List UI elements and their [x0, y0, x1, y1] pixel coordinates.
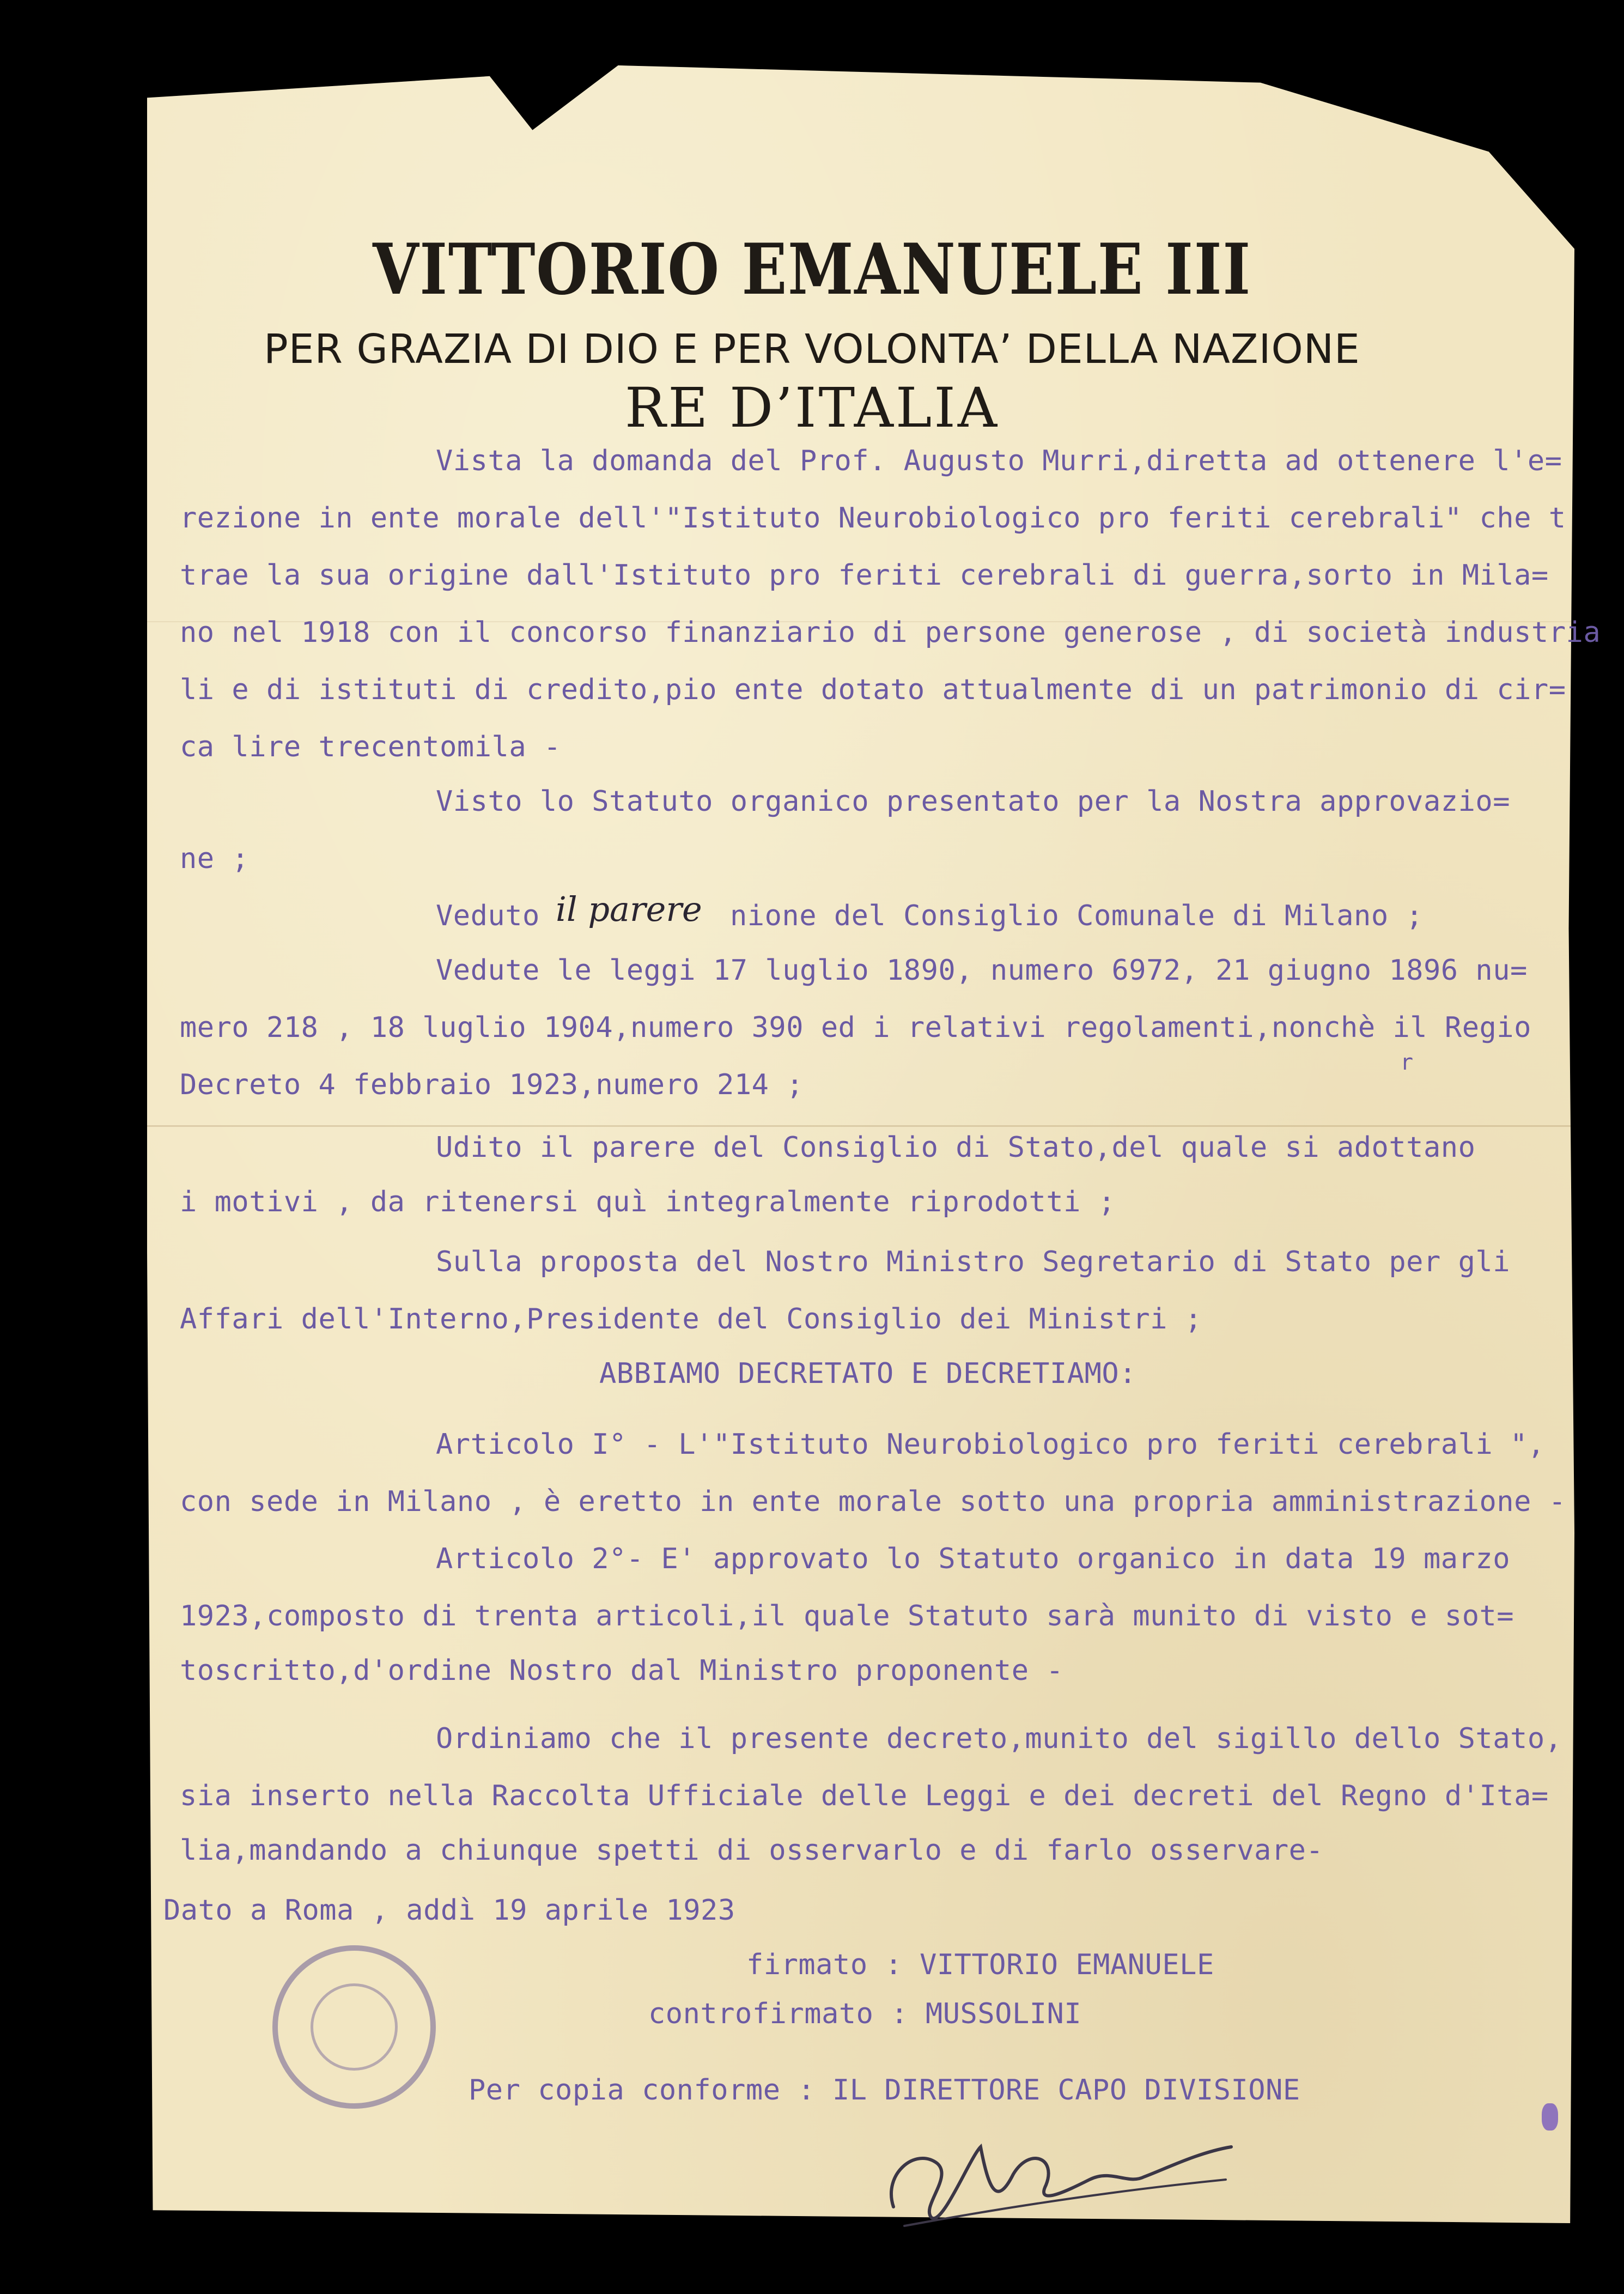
text-line: sia inserto nella Raccolta Ufficiale delle Leggi e dei decreti del Regno d'Ita=	[180, 1780, 1549, 1812]
text-line: Affari dell'Interno,Presidente del Consiglio dei Ministri ;	[180, 1303, 1202, 1336]
text-line: Ordiniamo che il presente decreto,munito del sigillo dello Stato,	[436, 1722, 1562, 1755]
text-line: ne ;	[180, 842, 250, 875]
text-line: Decreto 4 febbraio 1923,numero 214 ;	[180, 1069, 804, 1101]
signature-line: firmato : VITTORIO EMANUELE	[746, 1949, 1214, 1981]
handwritten-signature	[872, 2125, 1253, 2234]
decree-grace-line: PER GRAZIA DI DIO E PER VOLONTA’ DELLA NAZIONE	[264, 326, 1360, 373]
certification-line: Per copia conforme : IL DIRETTORE CAPO DIVISIONE	[469, 2074, 1300, 2107]
text-line: toscritto,d'ordine Nostro dal Ministro proponente -	[180, 1654, 1064, 1687]
text-line: ca lire trecentomila -	[180, 731, 561, 763]
countersignature-line: controfirmato : MUSSOLINI	[648, 1998, 1082, 2030]
text-line: 1923,composto di trenta articoli,il quale Statuto sarà munito di visto e sot=	[180, 1600, 1514, 1632]
text-line: li e di istituti di credito,pio ente dotato attualmente di un patrimonio di cir=	[180, 673, 1566, 706]
ink-mark	[1542, 2103, 1558, 2131]
handwritten-insert: il parere	[556, 889, 702, 929]
text-line: Veduto	[436, 900, 540, 932]
text-line: trae la sua origine dall'Istituto pro feriti cerebrali di guerra,sorto in Mila=	[180, 559, 1549, 592]
text-line: no nel 1918 con il concorso finanziario di persone generose , di società industria	[180, 616, 1601, 649]
text-line: Udito il parere del Consiglio di Stato,del quale si adottano	[436, 1131, 1476, 1164]
text-line: Articolo 2°- E' approvato lo Statuto organico in data 19 marzo	[436, 1543, 1511, 1575]
text-line: lia,mandando a chiunque spetti di osservarlo e di farlo osservare-	[180, 1834, 1324, 1867]
text-line: con sede in Milano , è eretto in ente morale sotto una propria amministrazione -	[180, 1485, 1566, 1518]
fold-crease	[147, 1125, 1574, 1127]
text-line: Vedute le leggi 17 luglio 1890, numero 6972, 21 giugno 1896 nu=	[436, 954, 1528, 987]
decree-title: RE D’ITALIA	[624, 376, 1000, 440]
text-line: Articolo I° - L'"Istituto Neurobiologico pro feriti cerebrali ",	[436, 1428, 1545, 1461]
date-line: Dato a Roma , addì 19 aprile 1923	[163, 1894, 735, 1927]
text-correction: r	[1400, 1050, 1414, 1075]
decree-heading: ABBIAMO DECRETATO E DECRETIAMO:	[599, 1357, 1137, 1390]
decree-king-name: VITTORIO EMANUELE III	[373, 229, 1251, 311]
official-stamp-seal	[272, 1945, 436, 2109]
text-line: mero 218 , 18 luglio 1904,numero 390 ed i relativi regolamenti,nonchè il Regio	[180, 1011, 1531, 1044]
stamp-inner-ring	[311, 1983, 398, 2071]
text-line: Vista la domanda del Prof. Augusto Murri,diretta ad ottenere l'e=	[436, 445, 1562, 477]
text-line: Visto lo Statuto organico presentato per la Nostra approvazio=	[436, 785, 1511, 818]
text-line: nione del Consiglio Comunale di Milano ;	[730, 900, 1424, 932]
text-line: i motivi , da ritenersi quì integralmente riprodotti ;	[180, 1186, 1116, 1218]
text-line: Sulla proposta del Nostro Ministro Segretario di Stato per gli	[436, 1246, 1511, 1278]
text-line: rezione in ente morale dell'"Istituto Neurobiologico pro feriti cerebrali" che t	[180, 502, 1566, 535]
